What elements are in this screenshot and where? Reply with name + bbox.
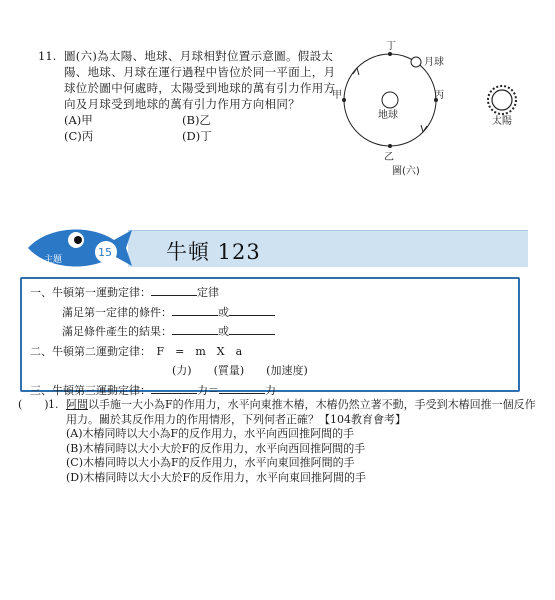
question-body xyxy=(66,398,538,485)
topic-banner xyxy=(18,222,526,274)
question-1 xyxy=(18,398,538,485)
question-text: 圖(六)為太陽、地球、月球相對位置示意圖。假設太陽、地球、月球在運行過程中皆位於同一平面上，月球位於圖中何處時，太陽受到地球的萬有引力作用方向及月球受到地球的萬有引力作用方向相同？ xyxy=(64,49,336,111)
option-a[interactable]: (A)木樁同時以大小為F的反作用力，水平向西回推阿間的手 xyxy=(66,427,355,440)
row3-prefix: 滿足條件產生的結果： xyxy=(62,325,172,338)
summary-row-2 xyxy=(30,303,510,323)
blank-field[interactable] xyxy=(151,381,197,394)
question-11 xyxy=(38,48,338,144)
row4-prefix: 二、牛頓第二運動定律： xyxy=(30,344,146,358)
blank-field[interactable] xyxy=(151,283,197,296)
label-right: 丙 xyxy=(434,90,444,101)
topic-label: 主題 xyxy=(44,255,63,265)
summary-row-3 xyxy=(30,322,510,342)
blank-field[interactable] xyxy=(229,303,275,316)
row2-mid: 或 xyxy=(218,305,229,319)
answer-blank[interactable]: ( ) xyxy=(18,398,49,411)
stem-text: 以手施一大小為F的作用力，水平向東推木樁，木樁仍然立著不動，手受到木樁回推一個反作用力。關於其反作用力的作用情形，下列何者正確？【104教育會考】 xyxy=(66,398,536,426)
row1-suffix: 定律 xyxy=(197,286,219,299)
blank-field[interactable] xyxy=(172,303,218,316)
summary-row-1 xyxy=(30,283,510,303)
option-d[interactable]: (D)丁 xyxy=(182,129,212,143)
option-d[interactable]: (D)木樁同時以大小大於F的反作用力，水平向東回推阿間的手 xyxy=(66,470,367,484)
summary-row-5 xyxy=(30,361,510,381)
question-stem xyxy=(66,398,538,427)
option-b[interactable]: (B)乙 xyxy=(182,113,211,127)
question-number: 11. xyxy=(38,49,57,63)
option-c[interactable]: (C)木樁同時以大小為F的反作用力，水平向東回推阿間的手 xyxy=(66,456,355,469)
row6-prefix: 三、牛頓第三運動定律： xyxy=(30,383,151,397)
position-bottom-dot xyxy=(388,144,392,148)
formula-terms: (力) (質量) (加速度) xyxy=(172,364,308,377)
earth-icon xyxy=(382,92,398,108)
label-left: 甲 xyxy=(332,90,342,101)
fish-icon xyxy=(18,222,138,274)
newton-second-formula: F = m X a xyxy=(156,344,243,358)
options-list xyxy=(64,112,338,144)
label-sun: 太陽 xyxy=(492,116,512,127)
label-moon: 月球 xyxy=(424,57,444,68)
row6-suffix: 力 xyxy=(265,383,276,397)
position-top-dot xyxy=(388,52,392,56)
blank-field[interactable] xyxy=(229,322,275,335)
blank-field[interactable] xyxy=(219,381,265,394)
orbit-diagram xyxy=(330,38,550,178)
option-c[interactable]: (C)丙 xyxy=(64,129,94,143)
row6-mid: 力＝ xyxy=(197,383,219,397)
label-top: 丁 xyxy=(386,41,396,52)
topic-number: 15 xyxy=(98,246,112,259)
blank-field[interactable] xyxy=(172,322,218,335)
sun-icon xyxy=(488,86,516,114)
row2-prefix: 滿足第一定律的條件： xyxy=(62,305,172,319)
summary-row-4 xyxy=(30,342,510,362)
option-b[interactable]: (B)木樁同時以大小大於F的反作用力，水平向西回推阿間的手 xyxy=(66,441,366,455)
question-number: 1. xyxy=(48,398,59,411)
row1-prefix: 一、牛頓第一運動定律： xyxy=(30,286,151,299)
option-a[interactable]: (A)甲 xyxy=(64,113,93,127)
person-name: 阿間 xyxy=(66,398,88,411)
summary-box xyxy=(20,277,520,397)
row3-mid: 或 xyxy=(218,325,229,338)
moon-icon xyxy=(411,57,421,67)
topic-title: 牛頓 123 xyxy=(166,240,261,264)
label-bottom: 乙 xyxy=(384,152,394,163)
position-left-dot xyxy=(342,98,346,102)
label-earth: 地球 xyxy=(378,110,398,121)
figure-caption: 圖(六) xyxy=(392,166,420,177)
